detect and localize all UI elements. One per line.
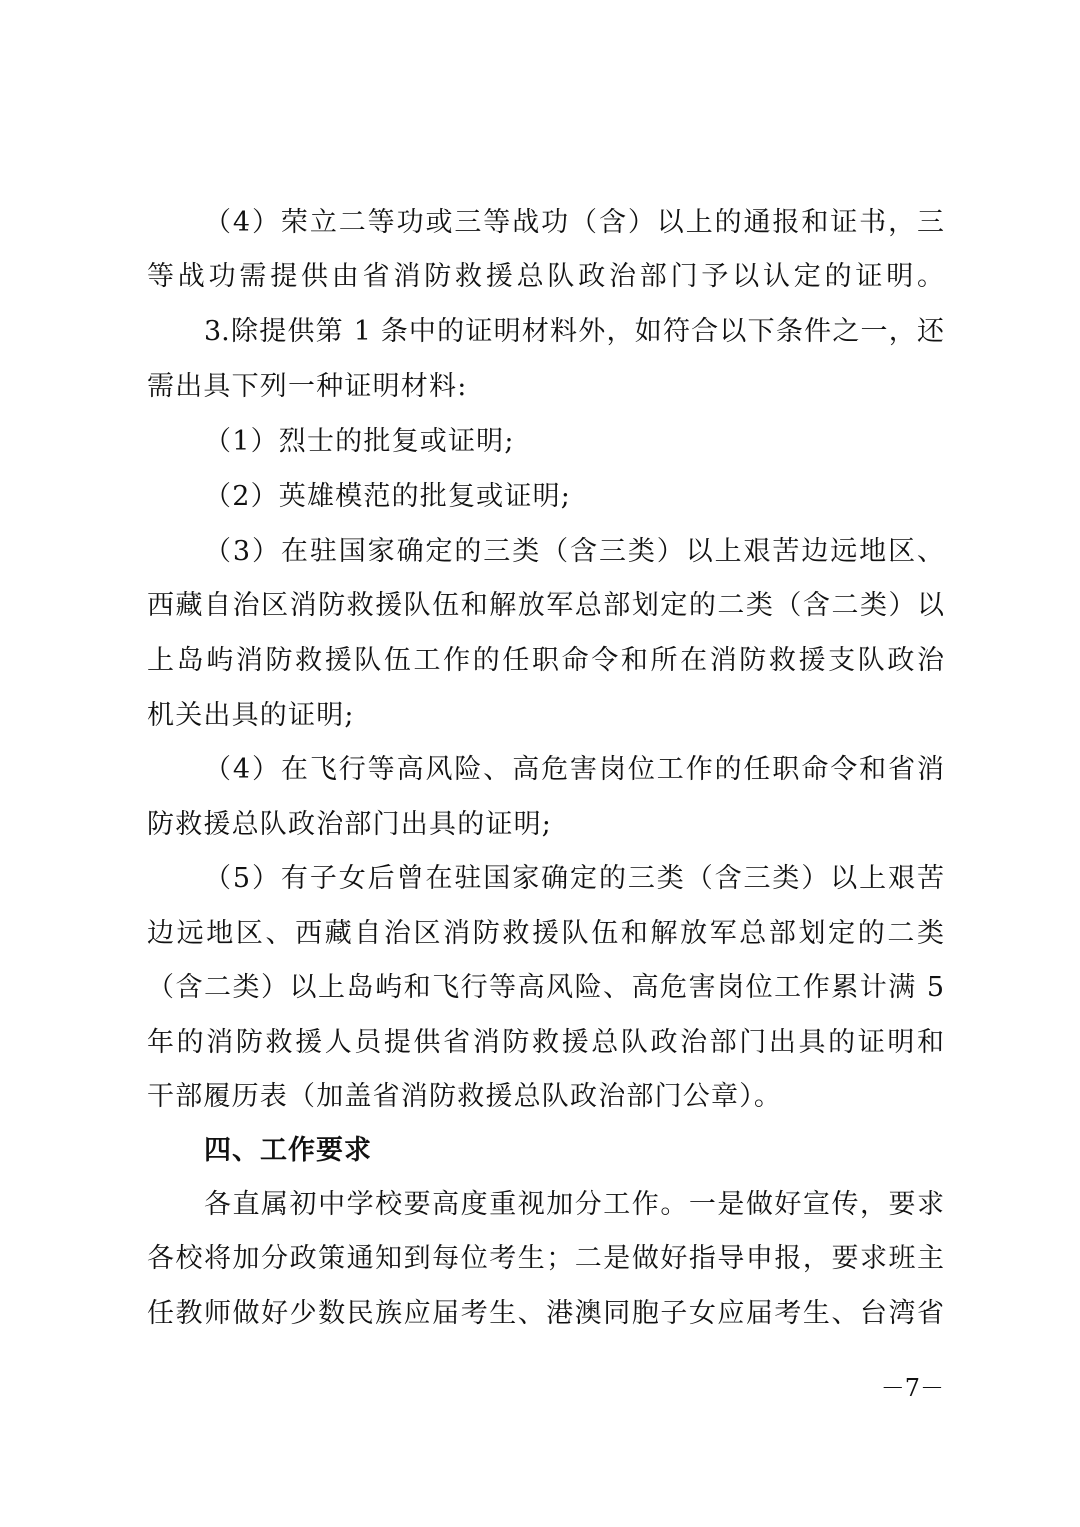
paragraph-line: 等战功需提供由省消防救援总队政治部门予以认定的证明。 [147,261,944,292]
paragraph-line: 干部履历表（加盖省消防救援总队政治部门公章）。 [147,1081,783,1112]
paragraph-line: （4）荣立二等功或三等战功（含）以上的通报和证书，三 [204,207,944,238]
paragraph-line: （5）有子女后曾在驻国家确定的三类（含三类）以上艰苦 [204,863,944,894]
paragraph-line: （2）英雄模范的批复或证明; [204,481,572,512]
paragraph-line: 上岛屿消防救援队伍工作的任职命令和所在消防救援支队政治 [147,645,944,676]
section-heading: 四、工作要求 [204,1135,372,1166]
paragraph-line: 机关出具的证明; [147,700,355,731]
paragraph-line: 各校将加分政策通知到每位考生；二是做好指导申报，要求班主 [147,1243,944,1274]
paragraph-line: 3.除提供第 1 条中的证明材料外，如符合以下条件之一，还 [204,316,944,347]
page-number: －7－ [880,1374,944,1402]
paragraph-line: 边远地区、西藏自治区消防救援队伍和解放军总部划定的二类 [147,918,944,949]
paragraph-line: 需出具下列一种证明材料: [147,371,468,402]
paragraph-line: （1）烈士的批复或证明; [204,426,515,457]
paragraph-line: 西藏自治区消防救援队伍和解放军总部划定的二类（含二类）以 [147,590,944,621]
paragraph-line: 年的消防救援人员提供省消防救援总队政治部门出具的证明和 [147,1027,944,1058]
paragraph-line: 任教师做好少数民族应届考生、港澳同胞子女应届考生、台湾省 [147,1298,944,1329]
paragraph-line: （4）在飞行等高风险、高危害岗位工作的任职命令和省消 [204,754,944,785]
paragraph-line: 各直属初中学校要高度重视加分工作。一是做好宣传，要求 [204,1189,944,1220]
paragraph-line: （含二类）以上岛屿和飞行等高风险、高危害岗位工作累计满 5 [147,972,944,1003]
paragraph-line: 防救援总队政治部门出具的证明; [147,809,553,840]
paragraph-line: （3）在驻国家确定的三类（含三类）以上艰苦边远地区、 [204,536,944,567]
